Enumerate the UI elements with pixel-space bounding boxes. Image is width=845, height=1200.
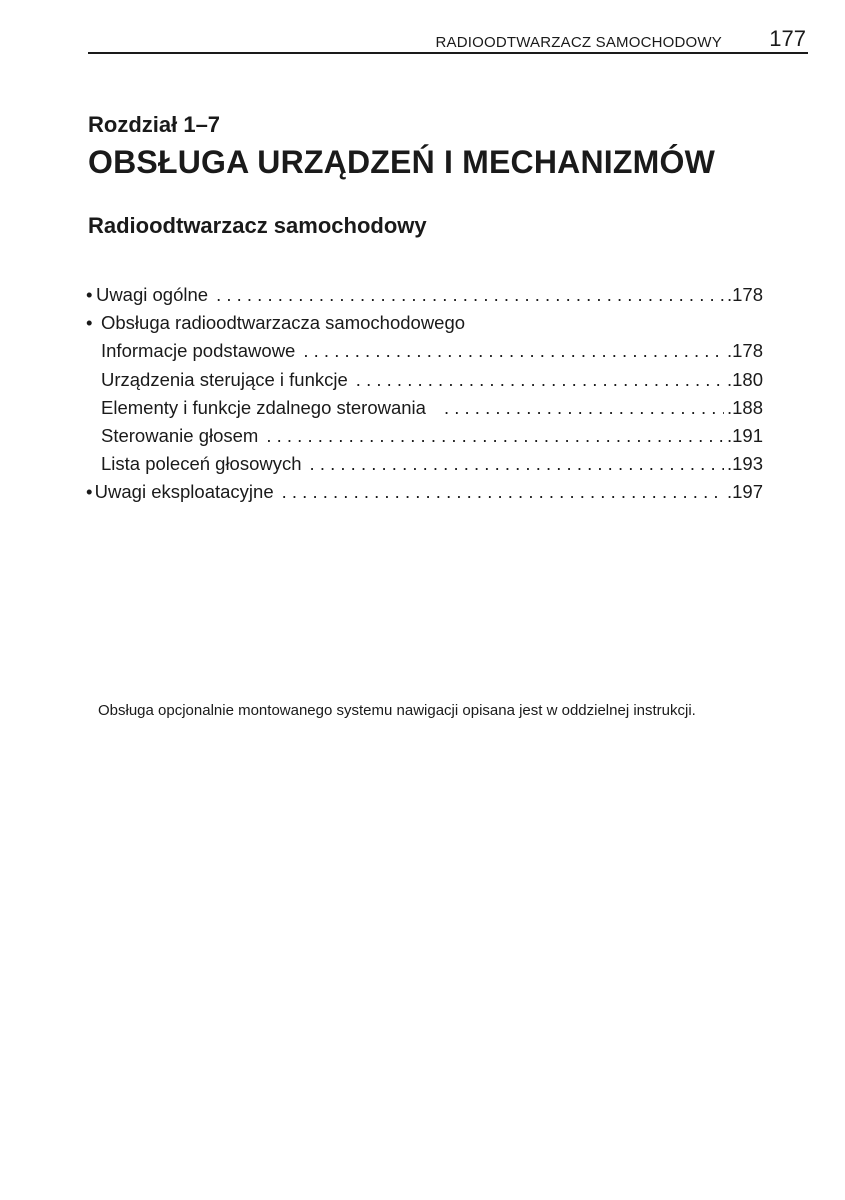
toc-page-number: .191 [726, 424, 763, 446]
toc-bullet: • [86, 284, 93, 305]
chapter-title: OBSŁUGA URZĄDZEŃ I MECHANIZMÓW [88, 144, 715, 180]
dot-leader [216, 281, 724, 309]
dot-leader [444, 394, 724, 422]
toc-subentry [86, 337, 763, 365]
toc-page-number: .178 [726, 340, 763, 362]
chapter-label: Rozdział 1–7 [88, 112, 221, 137]
toc-entry [86, 478, 763, 506]
toc-page-number: .193 [726, 453, 763, 475]
dot-leader [356, 366, 724, 394]
dot-leader [282, 478, 724, 506]
dot-leader [266, 422, 724, 450]
page-header [88, 26, 808, 54]
toc-page-number: .178 [726, 284, 763, 305]
toc-page-number: .180 [726, 368, 763, 390]
toc-label: Urządzenia sterujące i funkcje [101, 368, 348, 390]
dot-leader [310, 450, 724, 478]
section-title: Radioodtwarzacz samochodowy [88, 213, 427, 238]
toc-entry [86, 309, 763, 337]
footnote: Obsługa opcjonalnie montowanego systemu nawigacji opisana jest w oddzielnej instrukcji. [98, 702, 696, 719]
toc-page-number: .188 [726, 396, 763, 418]
dot-leader [303, 337, 724, 365]
toc-bullet: • [86, 312, 93, 334]
toc-bullet: • [86, 481, 93, 503]
toc-subentry [86, 366, 763, 394]
toc-subentry [86, 450, 763, 478]
toc-subentry [86, 394, 763, 422]
toc-subentry [86, 422, 763, 450]
toc-entry [86, 281, 763, 309]
toc-label: Obsługa radioodtwarzacza samochodowego [101, 312, 466, 334]
toc-label: Uwagi ogólne [95, 284, 209, 305]
toc-label: Uwagi eksploatacyjne [94, 481, 274, 503]
toc-page-number: .197 [726, 481, 763, 503]
toc-label: Informacje podstawowe [101, 340, 296, 362]
toc-label: Lista poleceń głosowych [101, 453, 302, 475]
toc-label: Sterowanie głosem [101, 424, 259, 446]
toc-label: Elementy i funkcje zdalnego sterowania [101, 396, 426, 418]
page-number: 177 [769, 26, 806, 51]
table-of-contents [86, 281, 763, 507]
running-title: RADIOODTWARZACZ SAMOCHODOWY [435, 34, 722, 51]
